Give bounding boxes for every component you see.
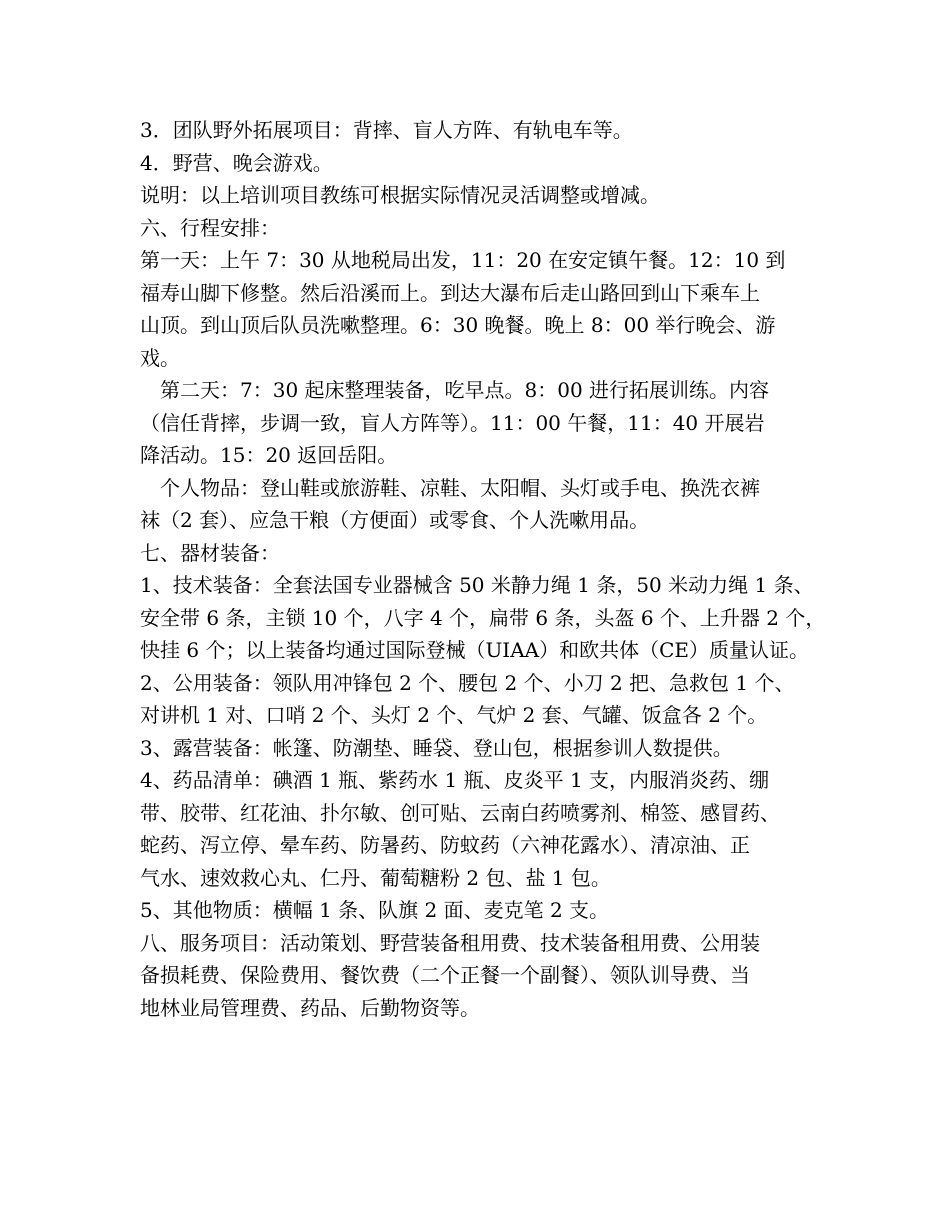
- text-line: 说明：以上培训项目教练可根据实际情况灵活调整或增减。: [140, 183, 660, 207]
- section-heading: 七、器材装备：: [140, 540, 280, 565]
- text-line: 袜（2 套）、应急干粮（方便面）或零食、个人洗嗽用品。: [140, 508, 650, 532]
- text-line: 蛇药、泻立停、晕车药、防暑药、防蚊药（六神花露水）、清凉油、正: [140, 833, 750, 857]
- text-line: 1、技术装备：全套法国专业器械含 50 米静力绳 1 条，50 米动力绳 1 条、: [140, 573, 814, 597]
- text-line: 备损耗费、保险费用、餐饮费（二个正餐一个副餐）、领队训导费、当: [140, 963, 750, 987]
- document-page: [140, 114, 826, 1024]
- text-line: 第二天：7：30 起床整理装备，吃早点。8：00 进行拓展训练。内容: [160, 378, 770, 402]
- text-line: 第一天：上午 7：30 从地税局出发，11：20 在安定镇午餐。12：10 到: [140, 248, 786, 272]
- text-line: 降活动。15：20 返回岳阳。: [140, 443, 398, 467]
- text-line: 地林业局管理费、药品、后勤物资等。: [140, 995, 480, 1020]
- text-line: 3、露营装备：帐篷、防潮垫、睡袋、登山包，根据参训人数提供。: [140, 735, 733, 760]
- text-line: 4．野营、晚会游戏。: [140, 150, 333, 175]
- text-line: 带、胶带、红花油、扑尔敏、创可贴、云南白药喷雾剂、棉签、感冒药、: [140, 800, 780, 825]
- text-line: 安全带 6 条，主锁 10 个，八字 4 个，扁带 6 条，头盔 6 个、上升器 2 个，: [140, 605, 826, 630]
- text-line: 3．团队野外拓展项目：背摔、盲人方阵、有轨电车等。: [140, 118, 633, 142]
- section-heading: 六、行程安排：: [140, 215, 280, 240]
- text-line: 戏。: [140, 345, 180, 370]
- section-heading: 八、服务项目：活动策划、野营装备租用费、技术装备租用费、公用装: [140, 930, 760, 955]
- text-line: 福寿山脚下修整。然后沿溪而上。到达大瀑布后走山路回到山下乘车上: [140, 280, 760, 305]
- text-line: 4、药品清单：碘酒 1 瓶、紫药水 1 瓶、皮炎平 1 支，内服消炎药、绷: [140, 768, 770, 792]
- text-line: 山顶。到山顶后队员洗嗽整理。6：30 晚餐。晚上 8：00 举行晚会、游: [140, 313, 776, 337]
- text-line: 气水、速效救心丸、仁丹、葡萄糖粉 2 包、盐 1 包。: [140, 865, 611, 890]
- text-line: （信任背摔，步调一致，盲人方阵等）。11：00 午餐，11：40 开展岩: [140, 410, 765, 435]
- text-line: 对讲机 1 对、口哨 2 个、头灯 2 个、气炉 2 套、气罐、饭盒各 2 个。: [140, 703, 768, 727]
- text-line: 个人物品：登山鞋或旅游鞋、凉鞋、太阳帽、头灯或手电、换洗衣裤: [160, 475, 760, 500]
- text-line: 5、其他物质：横幅 1 条、队旗 2 面、麦克笔 2 支。: [140, 898, 610, 922]
- text-line: 2、公用装备：领队用冲锋包 2 个、腰包 2 个、小刀 2 把、急救包 1 个、: [140, 670, 795, 695]
- text-line: 快挂 6 个；以上装备均通过国际登械（UIAA）和欧共体（CE）质量认证。: [140, 638, 809, 662]
